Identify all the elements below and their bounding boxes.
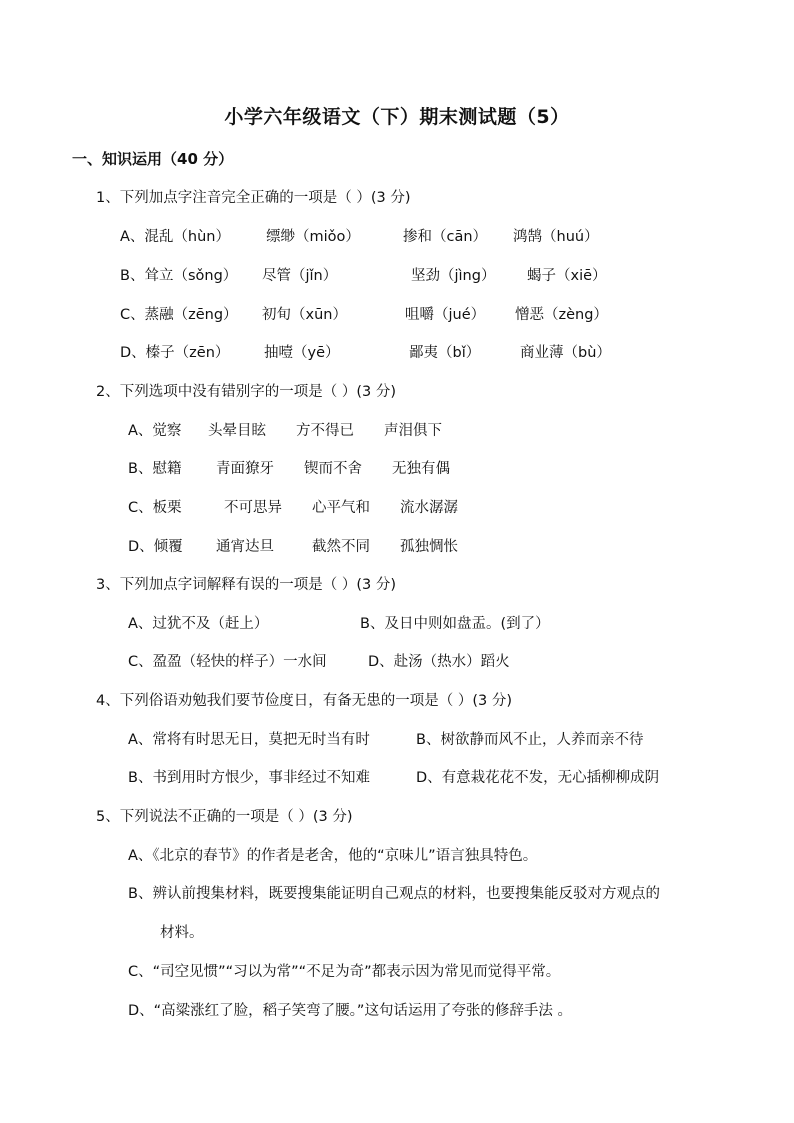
question-4-stem: 4、下列俗语劝勉我们要节俭度日，有备无患的一项是（ ）(3 分) xyxy=(96,693,512,709)
question-1-option-c xyxy=(0,308,794,328)
question-5-option-d: D、“高粱涨红了脸，稻子笑弯了腰。”这句话运用了夸张的修辞手法 。 xyxy=(128,1003,573,1019)
option-text: 坚劲（jìng） xyxy=(411,268,496,284)
question-2-stem: 2、下列选项中没有错别字的一项是（ ）(3 分) xyxy=(96,384,396,400)
question-5-option-b-line-2: 材料。 xyxy=(160,925,204,941)
option-text: 无独有偶 xyxy=(392,461,450,477)
question-1-option-b xyxy=(0,269,794,289)
option-text: C、盈盈（轻快的样子）一水间 xyxy=(128,654,327,670)
option-text: D、倾覆 xyxy=(128,539,183,555)
option-text: 声泪俱下 xyxy=(384,423,442,439)
option-text: B、慰籍 xyxy=(128,461,182,477)
option-text: 初旬（xūn） xyxy=(262,307,347,323)
question-1-option-d xyxy=(0,346,794,366)
option-text: C、板栗 xyxy=(128,500,182,516)
question-2-option-c xyxy=(0,501,794,521)
option-text: 截然不同 xyxy=(312,539,370,555)
section-heading: 一、知识运用（40 分） xyxy=(72,150,234,168)
option-text: 掺和（cān） xyxy=(403,229,488,245)
option-text: D、赴汤（热水）蹈火 xyxy=(368,654,510,670)
option-text: B、树欲静而风不止，人养而亲不待 xyxy=(416,732,644,748)
question-4-options-cd xyxy=(0,771,794,791)
question-4-options-ab xyxy=(0,733,794,753)
option-text: 青面獠牙 xyxy=(216,461,274,477)
option-text: A、觉察 xyxy=(128,423,182,439)
option-text: B、耸立（sǒng） xyxy=(120,268,238,284)
option-text: 流水潺潺 xyxy=(400,500,458,516)
option-text: 蝎子（xiē） xyxy=(527,268,607,284)
option-text: 心平气和 xyxy=(312,500,370,516)
option-text: 憎恶（zèng） xyxy=(515,307,608,323)
question-1-stem: 1、下列加点字注音完全正确的一项是（ ）(3 分) xyxy=(96,190,411,206)
option-text: 方不得已 xyxy=(296,423,354,439)
option-text: 头晕目眩 xyxy=(208,423,266,439)
option-text: B、及日中则如盘盂。(到了） xyxy=(360,616,550,632)
question-2-option-d xyxy=(0,540,794,560)
question-5-option-b-line-1: B、辨认前搜集材料，既要搜集能证明自己观点的材料，也要搜集能反驳对方观点的 xyxy=(128,886,660,902)
option-text: 鄙夷（bǐ） xyxy=(409,345,481,361)
option-text: 鸿鹄（huú） xyxy=(513,229,599,245)
page-title: 小学六年级语文（下）期末测试题（5） xyxy=(224,106,570,128)
question-1-option-a xyxy=(0,230,794,250)
question-5-option-a: A、《北京的春节》的作者是老舍，他的“京味儿”语言独具特色。 xyxy=(128,848,538,864)
option-text: 锲而不舍 xyxy=(304,461,362,477)
option-text: 通宵达旦 xyxy=(216,539,274,555)
option-text: B、书到用时方恨少，事非经过不知难 xyxy=(128,770,370,786)
option-text: 咀嚼（jué） xyxy=(405,307,486,323)
question-2-option-a xyxy=(0,424,794,444)
option-text: 尽管（jǐn） xyxy=(262,268,338,284)
question-3-options-ab xyxy=(0,617,794,637)
question-3-stem: 3、下列加点字词解释有误的一项是（ ）(3 分) xyxy=(96,577,396,593)
question-3-options-cd xyxy=(0,655,794,675)
option-text: 抽噎（yē） xyxy=(264,345,340,361)
option-text: 商业薄（bù） xyxy=(520,345,611,361)
question-2-option-b xyxy=(0,462,794,482)
option-text: 孤独惆怅 xyxy=(400,539,458,555)
option-text: A、混乱（hùn） xyxy=(120,229,230,245)
question-5-stem: 5、下列说法不正确的一项是（ ）(3 分) xyxy=(96,809,353,825)
option-text: A、过犹不及（赶上） xyxy=(128,616,269,632)
question-5-option-c: C、“司空见惯”“习以为常”“不足为奇”都表示因为常见而觉得平常。 xyxy=(128,964,561,980)
option-text: D、有意栽花花不发，无心插柳柳成阴 xyxy=(416,770,660,786)
option-text: A、常将有时思无日，莫把无时当有时 xyxy=(128,732,370,748)
option-text: 不可思异 xyxy=(224,500,282,516)
option-text: D、榛子（zēn） xyxy=(120,345,230,361)
option-text: 缥缈（miǒo） xyxy=(266,229,360,245)
option-text: C、蒸融（zēng） xyxy=(120,307,238,323)
